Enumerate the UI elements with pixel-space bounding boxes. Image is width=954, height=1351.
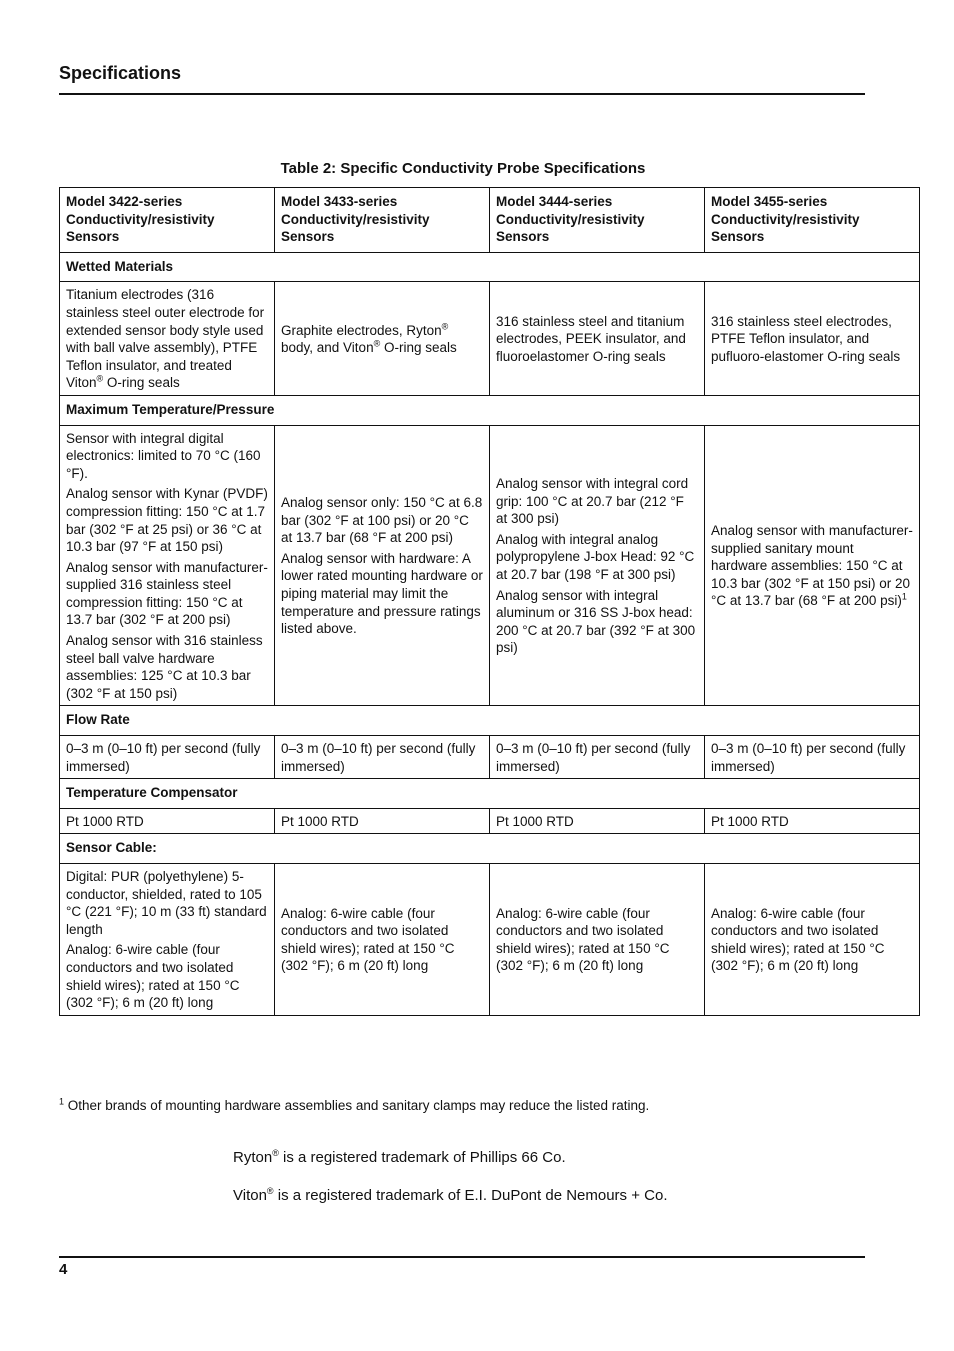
table-cell — [275, 282, 490, 396]
column-header-line: Sensors — [496, 229, 550, 245]
cell-paragraph: Analog sensor only: 150 °C at 6.8 bar (302 °F at 100 psi) or 20 °C at 13.7 bar (68 °F at 200 psi) — [281, 495, 483, 546]
cell-paragraph: Sensor with integral digital electronics: limited to 70 °C (160 °F). — [66, 430, 261, 481]
footnote — [59, 1098, 859, 1114]
page-footer — [59, 1256, 865, 1279]
trademark-name: Ryton — [233, 1149, 273, 1166]
section-row-max-temperature — [60, 395, 920, 425]
table-cell — [60, 425, 275, 706]
table-cell: 0–3 m (0–10 ft) per second (fully immersed) — [60, 736, 275, 779]
table-cell: Pt 1000 RTD — [705, 808, 920, 834]
section-row-flow-rate — [60, 706, 920, 736]
column-header-3444 — [490, 188, 705, 253]
table-cell — [275, 425, 490, 706]
table-cell: 0–3 m (0–10 ft) per second (fully immersed) — [705, 736, 920, 779]
table-row — [60, 425, 920, 706]
cell-paragraph: Digital: PUR (polyethylene) 5-conductor, shielded, rated to 105 °C (221 °F); 10 m (33 ft) standard length — [66, 869, 267, 937]
table-caption: Table 2: Specific Conductivity Probe Specifications — [280, 160, 646, 177]
cell-paragraph: Analog sensor with Kynar (PVDF) compression fitting: 150 °C at 1.7 bar (302 °F at 25 psi) or 36 °C at 10.3 bar (97 °F at 150 psi) — [66, 486, 268, 555]
column-header-line: Model 3444-series — [496, 194, 613, 209]
column-header-line: Sensors — [281, 229, 335, 245]
table-cell: 0–3 m (0–10 ft) per second (fully immersed) — [275, 736, 490, 779]
table-cell: Pt 1000 RTD — [275, 808, 490, 834]
footnote-mark: 1 — [59, 1096, 65, 1107]
page-header — [59, 62, 865, 95]
column-header-line: Conductivity/resistivity — [496, 211, 645, 227]
table-cell — [705, 425, 920, 706]
cell-text: O-ring seals — [103, 375, 180, 391]
trademark-text: is a registered trademark of E.I. DuPont de Nemours + Co. — [273, 1187, 668, 1204]
page-title: Specifications — [59, 63, 182, 83]
table-cell — [60, 864, 275, 1016]
table-row — [60, 864, 920, 1016]
section-row-sensor-cable — [60, 834, 920, 864]
table-row — [60, 282, 920, 396]
trademark-line-ryton — [233, 1148, 833, 1167]
column-header-line: Sensors — [711, 229, 765, 245]
column-header-line: Conductivity/resistivity — [66, 211, 215, 227]
table-row — [60, 808, 920, 834]
cell-text: Graphite electrodes, Ryton — [281, 322, 442, 338]
column-header-line: Model 3455-series — [711, 194, 828, 209]
cell-paragraph: Analog sensor with integral aluminum or 316 SS J-box head: 200 °C at 20.7 bar (392 °F at 300 psi) — [496, 587, 696, 656]
table-cell — [490, 425, 705, 706]
section-label: Sensor Cable: — [60, 834, 920, 864]
table-cell: 316 stainless steel and titanium electrodes, PEEK insulator, and fluoroelastomer O-ring seals — [490, 282, 705, 396]
column-header-3433 — [275, 188, 490, 253]
column-header-line: Conductivity/resistivity — [281, 211, 430, 227]
table-cell: Analog: 6-wire cable (four conductors and two isolated shield wires); rated at 150 °C (302 °F); 6 m (20 ft) long — [705, 864, 920, 1016]
page-number: 4 — [59, 1261, 68, 1278]
trademark-name: Viton — [233, 1187, 267, 1204]
section-label: Flow Rate — [60, 706, 920, 736]
footnote-ref: 1 — [901, 591, 907, 602]
cell-paragraph: Analog sensor with 316 stainless steel ball valve hardware assemblies: 125 °C at 10.3 bar (302 °F at 150 psi) — [66, 633, 263, 701]
table-cell: Pt 1000 RTD — [60, 808, 275, 834]
cell-paragraph: Analog sensor with integral cord grip: 100 °C at 20.7 bar (212 °F at 300 psi) — [496, 476, 689, 527]
column-header-line: Conductivity/resistivity — [711, 211, 860, 227]
trademark-text: is a registered trademark of Phillips 66 Co. — [278, 1149, 566, 1166]
spec-table — [59, 187, 920, 1016]
table-cell: Analog: 6-wire cable (four conductors and two isolated shield wires); rated at 150 °C (302 °F); 6 m (20 ft) long — [275, 864, 490, 1016]
section-label: Wetted Materials — [60, 252, 920, 282]
cell-text: Titanium electrodes (316 stainless steel outer electrode for extended sensor body style used with ball valve assembly), PTFE Teflon insulator, and treated Viton — [66, 287, 265, 391]
registered-mark: ® — [96, 373, 104, 384]
trademark-line-viton — [233, 1186, 833, 1205]
section-label: Temperature Compensator — [60, 779, 920, 809]
registered-mark: ® — [373, 338, 381, 349]
cell-text: Analog sensor with manufacturer-supplied sanitary mount hardware assemblies: 150 °C at 10.3 bar (302 °F at 150 psi) or 20 °C at 13.7 bar (68 °F at 200 psi) — [711, 523, 913, 609]
cell-text: O-ring seals — [380, 340, 457, 356]
table-header-row — [60, 188, 920, 253]
section-label: Maximum Temperature/Pressure — [60, 395, 920, 425]
column-header-3455 — [705, 188, 920, 253]
column-header-3422 — [60, 188, 275, 253]
cell-text: body, and Viton — [281, 340, 374, 356]
table-cell: 316 stainless steel electrodes, PTFE Teflon insulator, and pufluoro-elastomer O-ring seals — [705, 282, 920, 396]
cell-paragraph: Analog: 6-wire cable (four conductors and two isolated shield wires); rated at 150 °C (302 °F); 6 m (20 ft) long — [66, 942, 240, 1011]
registered-mark: ® — [266, 1186, 274, 1196]
column-header-line: Model 3422-series — [66, 194, 183, 209]
table-row — [60, 736, 920, 779]
table-cell — [60, 282, 275, 396]
registered-mark: ® — [441, 321, 449, 332]
table-cell: 0–3 m (0–10 ft) per second (fully immersed) — [490, 736, 705, 779]
cell-paragraph: Analog with integral analog polypropylene J-box Head: 92 °C at 20.7 bar (198 °F at 300 psi) — [496, 531, 695, 582]
cell-paragraph: Analog sensor with hardware: A lower rated mounting hardware or piping material may limit the temperature and pressure ratings listed above. — [281, 550, 483, 637]
cell-paragraph: Analog sensor with manufacturer-supplied 316 stainless steel compression fitting: 150 °C at 13.7 bar (302 °F at 200 psi) — [66, 559, 268, 628]
section-row-temperature-compensator — [60, 779, 920, 809]
column-header-line: Model 3433-series — [281, 194, 398, 209]
column-header-line: Sensors — [66, 229, 120, 245]
table-cell: Analog: 6-wire cable (four conductors and two isolated shield wires); rated at 150 °C (302 °F); 6 m (20 ft) long — [490, 864, 705, 1016]
registered-mark: ® — [272, 1148, 279, 1158]
footnote-text: Other brands of mounting hardware assemblies and sanitary clamps may reduce the listed rating. — [64, 1098, 650, 1113]
section-row-wetted-materials — [60, 252, 920, 282]
trademark-notices — [233, 1148, 833, 1224]
table-cell: Pt 1000 RTD — [490, 808, 705, 834]
